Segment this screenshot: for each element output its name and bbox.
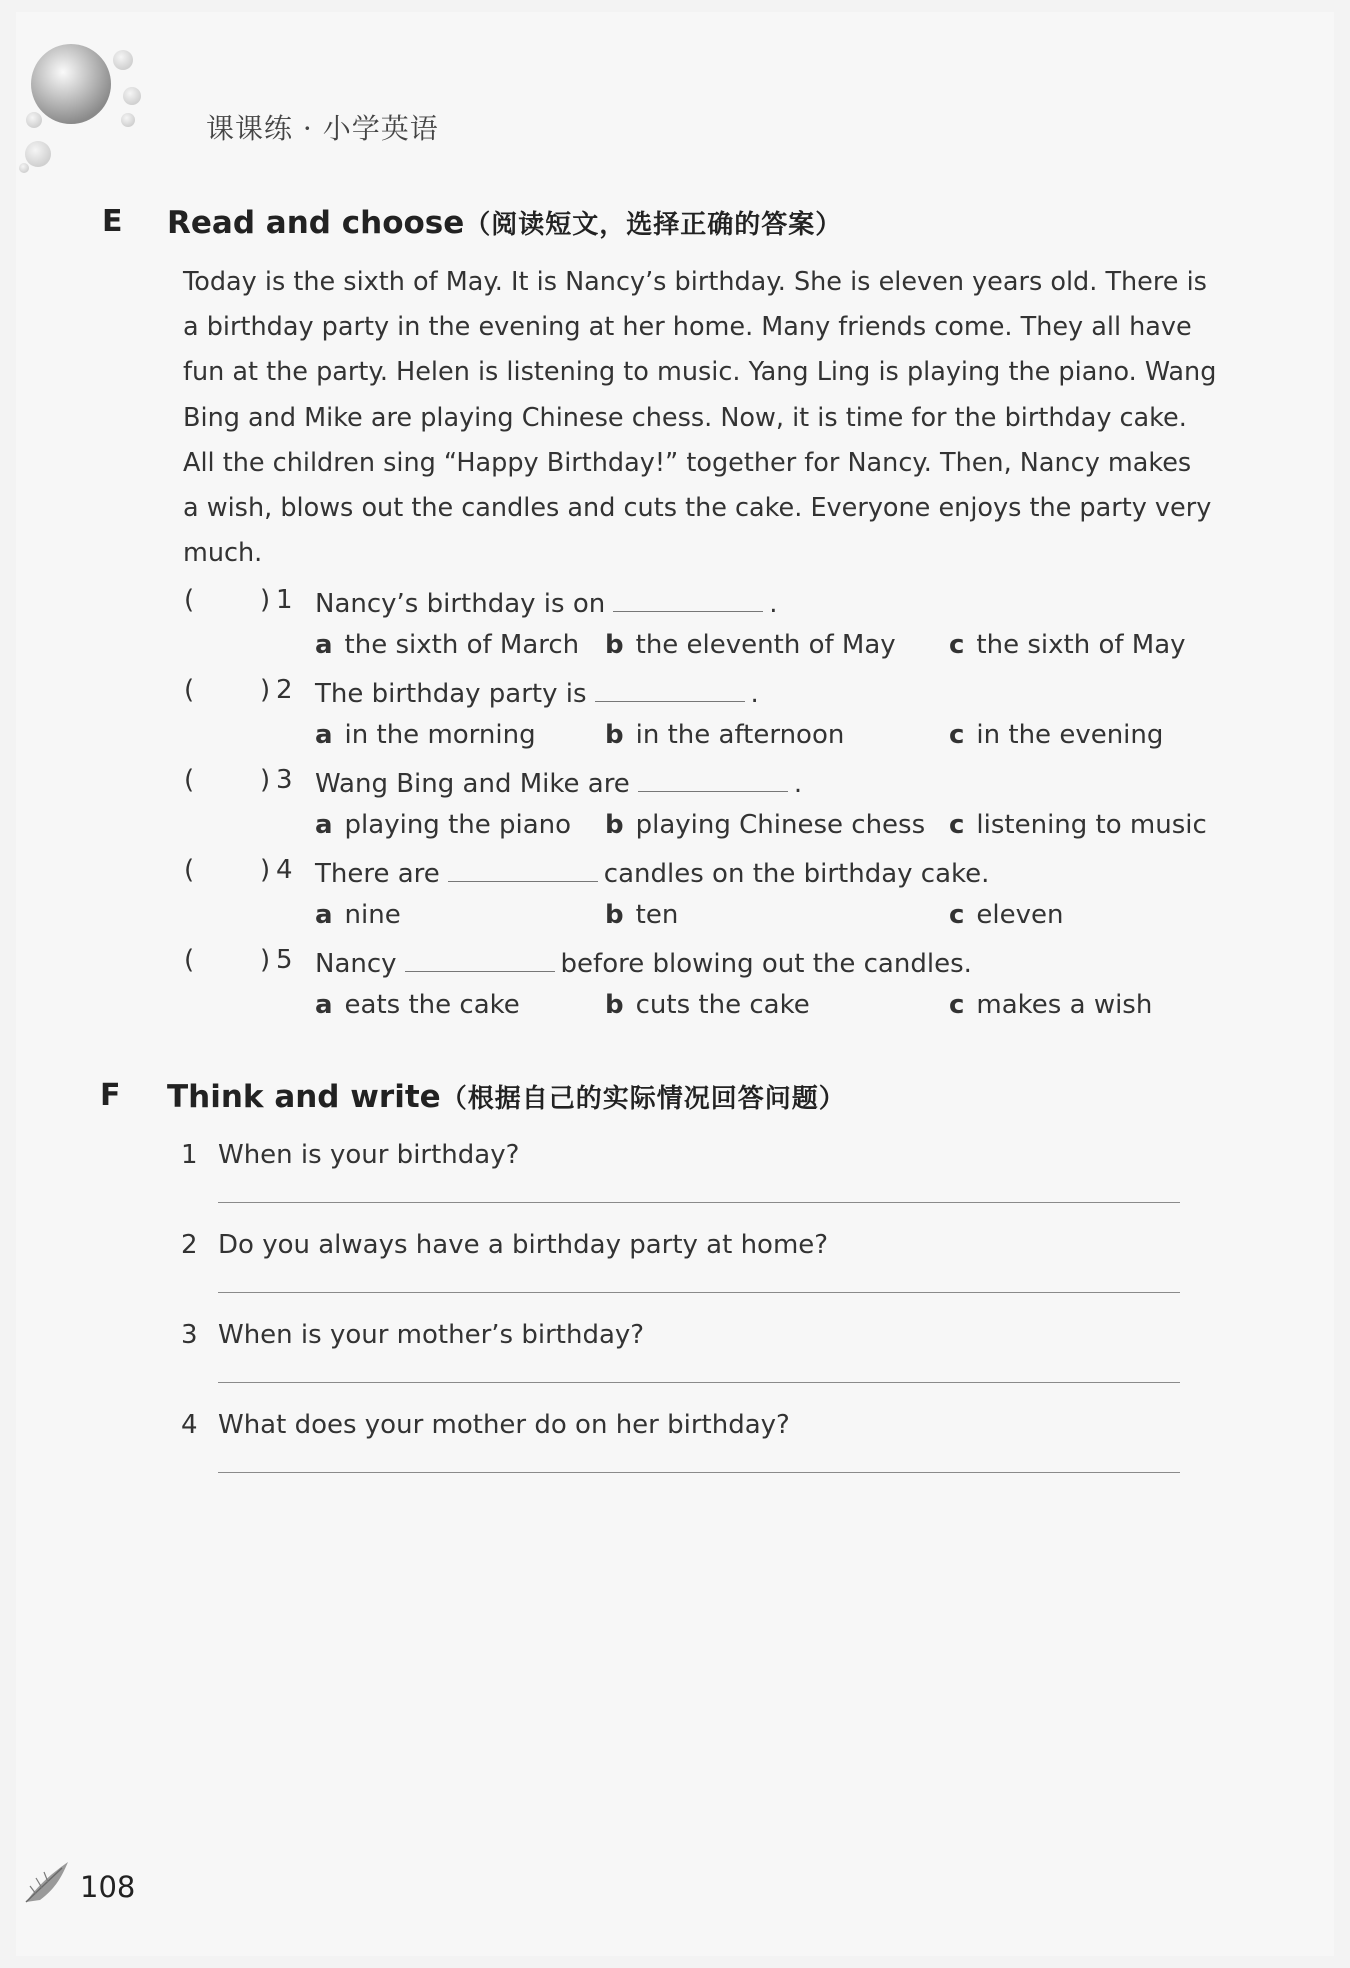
section-e-title-text: Read and choose — [167, 205, 465, 241]
header-title: 课课练 · 小学英语 — [206, 112, 439, 145]
section-e-subtitle: （阅读短文，选择正确的答案） — [464, 210, 843, 240]
question-stem-end: . — [769, 589, 778, 619]
question-number: 4 — [276, 855, 293, 885]
option-c[interactable]: c listening to music — [949, 810, 1207, 840]
option-a[interactable]: a in the morning — [315, 720, 536, 750]
answer-blank[interactable] — [613, 585, 763, 612]
question-stem: Nancy — [315, 949, 397, 979]
option-c[interactable]: c eleven — [949, 900, 1064, 930]
question-stem-end: before blowing out the candles. — [560, 949, 972, 979]
section-e-title — [167, 204, 842, 241]
option-a[interactable]: a playing the piano — [315, 810, 572, 840]
feather-icon — [22, 1858, 74, 1906]
section-f-letter: F — [100, 1078, 121, 1113]
option-b[interactable]: b the eleventh of May — [605, 630, 896, 660]
question-number: 3 — [276, 765, 293, 795]
answer-line-3[interactable] — [218, 1382, 1180, 1383]
passage-line: a birthday party in the evening at her home. Many friends come. They all have — [183, 312, 1192, 343]
question-stem: Wang Bing and Mike are — [315, 769, 630, 799]
option-b[interactable]: b in the afternoon — [605, 720, 845, 750]
answer-line-1[interactable] — [218, 1202, 1180, 1203]
question-number: 2 — [276, 675, 293, 705]
bubbles-decoration-icon — [16, 12, 176, 192]
option-c[interactable]: c in the evening — [949, 720, 1164, 750]
passage-line: much. — [183, 538, 263, 569]
question-stem-end: candles on the birthday cake. — [603, 859, 990, 889]
answer-blank[interactable] — [448, 855, 598, 882]
option-a[interactable]: a the sixth of March — [315, 630, 580, 660]
option-c[interactable]: c the sixth of May — [949, 630, 1186, 660]
option-c[interactable]: c makes a wish — [949, 990, 1153, 1020]
answer-blank[interactable] — [595, 675, 745, 702]
section-f-title — [167, 1078, 846, 1115]
option-a[interactable]: a nine — [315, 900, 401, 930]
reading-passage — [183, 260, 1217, 576]
option-b[interactable]: b playing Chinese chess — [605, 810, 926, 840]
option-b[interactable]: b ten — [605, 900, 679, 930]
section-f-title-text: Think and write — [167, 1079, 441, 1115]
write-question-1: 1 When is your birthday? — [181, 1140, 520, 1170]
question-stem: There are — [315, 859, 440, 889]
answer-blank[interactable] — [405, 945, 555, 972]
answer-line-4[interactable] — [218, 1472, 1180, 1473]
option-b[interactable]: b cuts the cake — [605, 990, 810, 1020]
question-number: 5 — [276, 945, 293, 975]
section-f-subtitle: （根据自己的实际情况回答问题） — [440, 1084, 846, 1114]
question-stem-end: . — [793, 769, 803, 799]
question-number: 1 — [276, 585, 293, 615]
option-a[interactable]: a eats the cake — [315, 990, 520, 1020]
write-question-2: 2 Do you always have a birthday party at home? — [181, 1230, 829, 1260]
question-stem-end: . — [750, 679, 759, 709]
write-question-3: 3 When is your mother’s birthday? — [181, 1320, 645, 1350]
passage-line: fun at the party. Helen is listening to music. Yang Ling is playing the piano. Wang — [183, 357, 1217, 388]
write-question-4: 4 What does your mother do on her birthday? — [181, 1410, 790, 1440]
passage-line: Today is the sixth of May. It is Nancy’s birthday. She is eleven years old. There is — [183, 267, 1207, 297]
answer-blank[interactable] — [638, 765, 788, 792]
question-stem: Nancy’s birthday is on — [315, 589, 606, 619]
answer-line-2[interactable] — [218, 1292, 1180, 1293]
page-number: 108 — [80, 1870, 136, 1904]
section-e-letter: E — [102, 204, 123, 239]
passage-line: Bing and Mike are playing Chinese chess. Now, it is time for the birthday cake. — [183, 402, 1187, 433]
worksheet-page: 课课练 · 小学英语 E Read and choose（阅读短文，选择正确的答案） Today is the sixth of May. It is Nancy’s birthday. She is eleven years old. There is a birthday party in the evening at her home. Many friends come. They all have fun at the party. Helen is listening to music. Yang Ling is playing the piano. Wang Bing and Mike are playing Chinese chess. Now, it is time for the birthday cake. All the children sing “Happy Birthday!” together for Nancy. Then, Nancy makes a wish, blows out the candles and cuts the cake. Everyone enjoys the party very much. ( ) 1 Nancy’s birthday is on . a the sixth of March b the eleventh of May c the sixth of May ( ) 2 The birthday party is . a in the morning b in the afternoon c in the evening ( ) 3 Wang Bing and Mike are . a playing the piano b playing Chinese chess c listening to music ( ) 4 There are candles on the birthday cake. a nine b ten c eleven ( ) 5 Nancy before blowing out the candles. a eats the cake b cuts the cake c makes a wish F Think and write（根据自己的实际情况回答问题） 1 When is your birthday? 2 Do you always have a birthday party at home? 3 When is your mother’s birthday? 4 What does your mother do on her birthday? 108 — [16, 12, 1334, 1956]
passage-line: a wish, blows out the candles and cuts the cake. Everyone enjoys the party very — [183, 493, 1212, 524]
passage-line: All the children sing “Happy Birthday!” together for Nancy. Then, Nancy makes — [183, 447, 1192, 478]
question-stem: The birthday party is — [315, 679, 587, 709]
